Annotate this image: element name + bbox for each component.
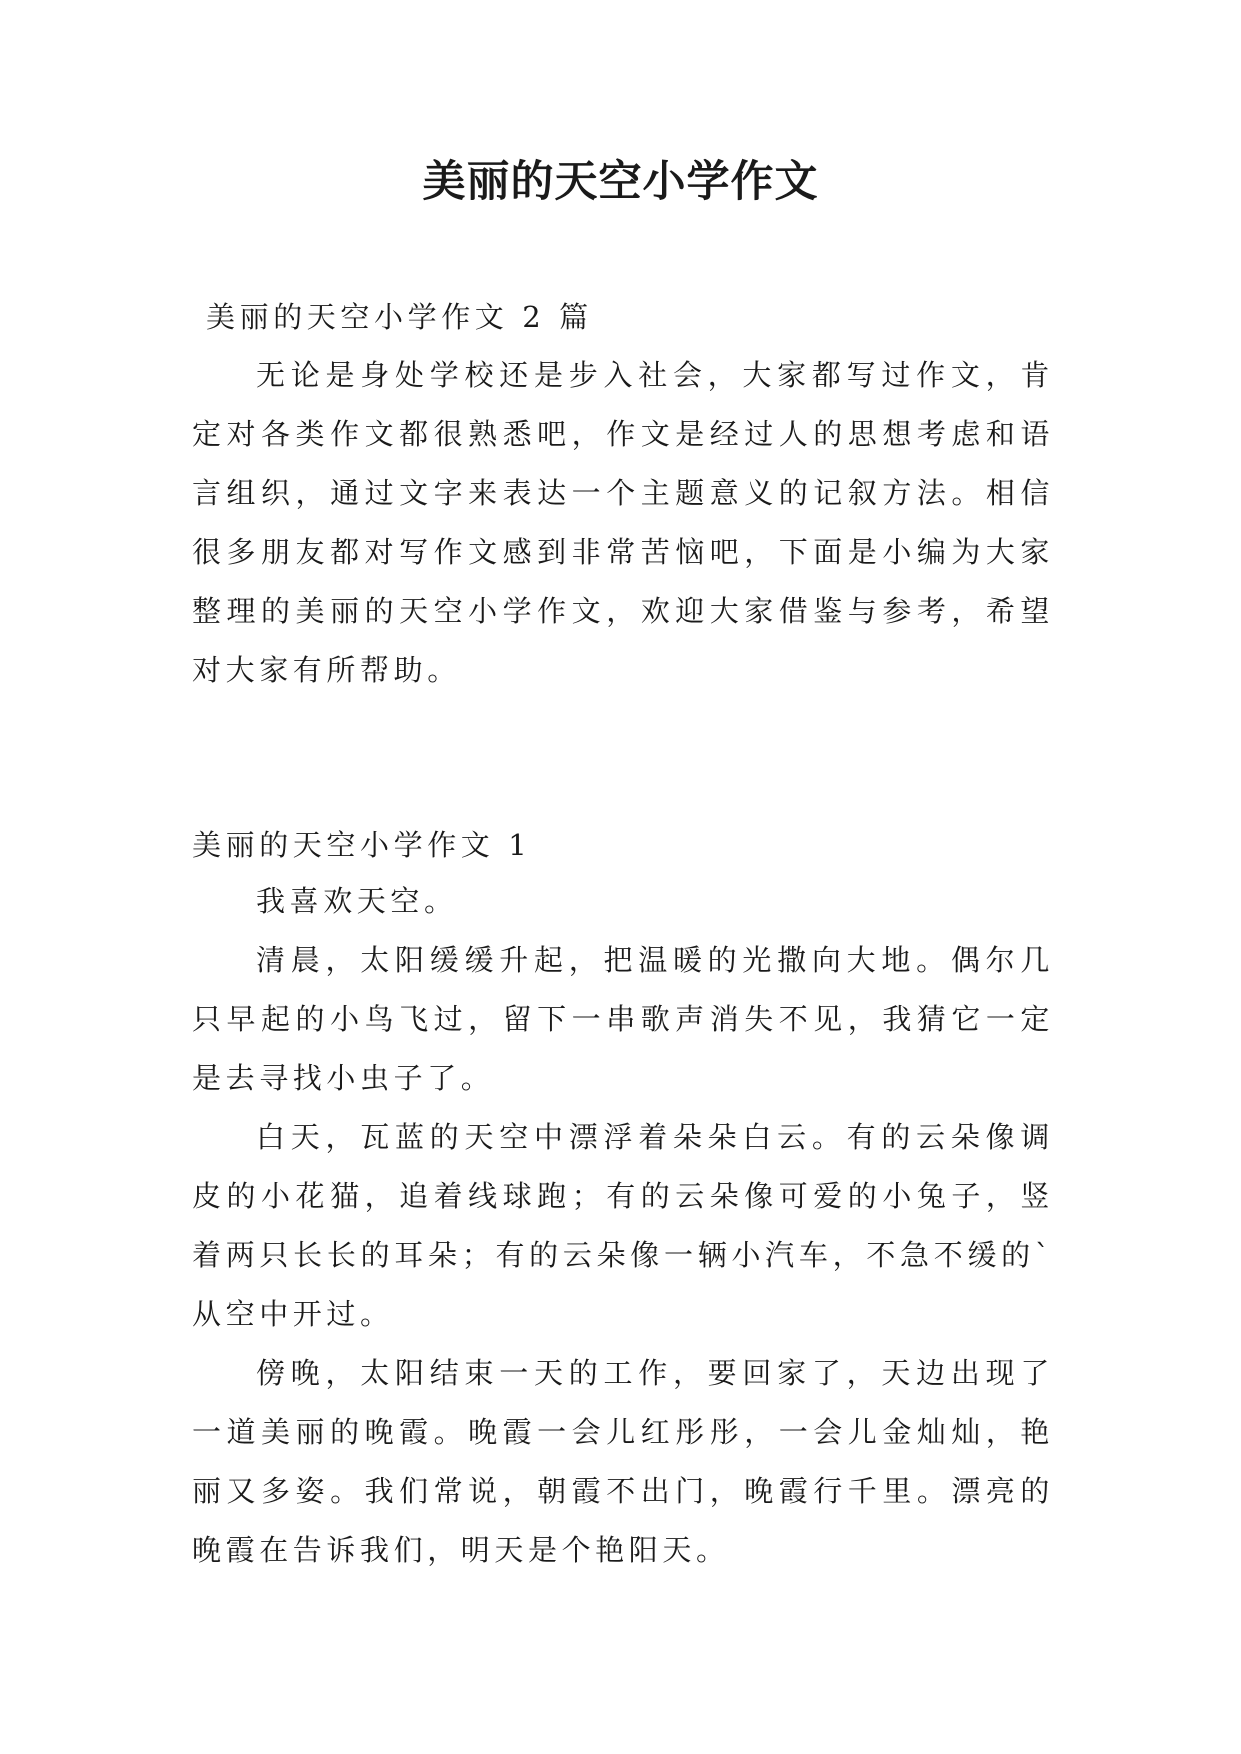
essay-paragraph-3: 白天，瓦蓝的天空中漂浮着朵朵白云。有的云朵像调皮的小花猫，追着线球跑；有的云朵像可爱的小兔子，竖着两只长长的耳朵；有的云朵像一辆小汽车，不急不缓的`从空中开过。 <box>192 1120 1054 1331</box>
document-title: 美丽的天空小学作文 <box>422 157 819 207</box>
essay-section <box>192 872 1054 1580</box>
essay-heading: 美丽的天空小学作文 1 <box>192 828 532 862</box>
intro-paragraph: 无论是身处学校还是步入社会，大家都写过作文，肯定对各类作文都很熟悉吧，作文是经过人的思想考虑和语言组织，通过文字来表达一个主题意义的记叙方法。相信很多朋友都对写作文感到非常苦恼吧，下面是小编为大家整理的美丽的天空小学作文，欢迎大家借鉴与参考，希望对大家有所帮助。 <box>192 358 1054 687</box>
essay-paragraph-1: 我喜欢天空。 <box>256 884 458 918</box>
document-subtitle: 美丽的天空小学作文 2 篇 <box>206 300 593 334</box>
intro-section <box>192 346 1054 700</box>
essay-paragraph-2: 清晨，太阳缓缓升起，把温暖的光撒向大地。偶尔几只早起的小鸟飞过，留下一串歌声消失不见，我猜它一定是去寻找小虫子了。 <box>192 943 1054 1095</box>
essay-paragraph-4: 傍晚，太阳结束一天的工作，要回家了，天边出现了一道美丽的晚霞。晚霞一会儿红彤彤，一会儿金灿灿，艳丽又多姿。我们常说，朝霞不出门，晚霞行千里。漂亮的晚霞在告诉我们，明天是个艳阳天。 <box>192 1356 1054 1567</box>
